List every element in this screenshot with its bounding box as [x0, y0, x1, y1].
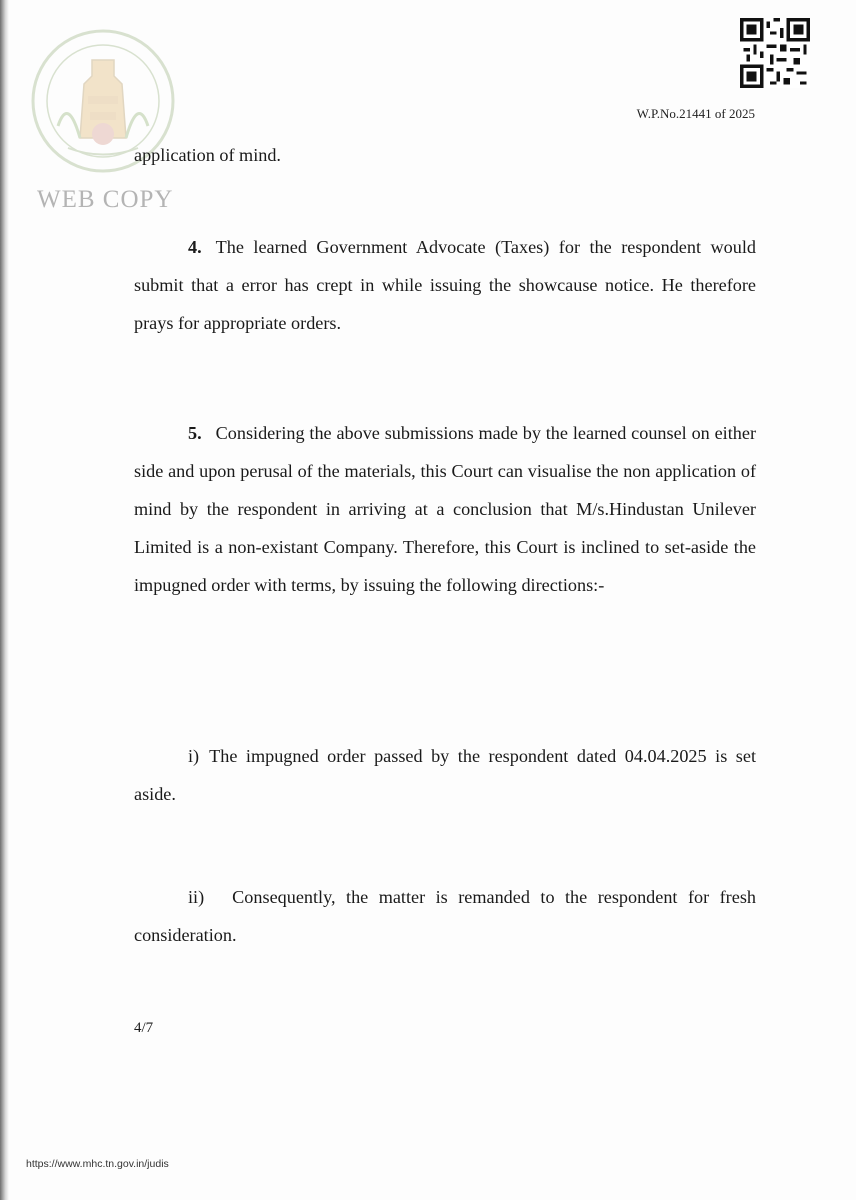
qr-code-icon [740, 18, 810, 88]
direction-ii [134, 878, 756, 954]
paragraph-number: 5. [188, 423, 202, 443]
direction-text: The impugned order passed by the respondent dated 04.04.2025 is set aside. [134, 746, 756, 804]
case-number: W.P.No.21441 of 2025 [636, 106, 755, 121]
direction-number: i) [188, 746, 200, 766]
paragraph-4 [134, 228, 756, 342]
paragraph-5 [134, 414, 756, 604]
footer-url: https://www.mhc.tn.gov.in/judis [26, 1158, 169, 1170]
direction-number: ii) [188, 887, 205, 907]
direction-i [134, 737, 756, 813]
page-count: 4/7 [134, 1020, 154, 1036]
web-copy-watermark: WEB COPY [37, 186, 174, 213]
paragraph-text: Considering the above submissions made by the learned counsel on either side and upon perusal of the materials, this Court can visualise the non application of mind by the respondent in arriving at a conclusion that M/s.Hindustan Unilever Limited is a non-existant Company. Therefore, this Court is inclined to set-aside the impugned order with terms, by issuing the following directions:- [134, 423, 756, 595]
paragraph-number: 4. [188, 237, 202, 257]
continuation-text: application of mind. [134, 145, 281, 165]
scan-edge-shadow [0, 0, 9, 1200]
direction-text: Consequently, the matter is remanded to the respondent for fresh consideration. [134, 887, 756, 945]
paragraph-text: The learned Government Advocate (Taxes) for the respondent would submit that a error has crept in while issuing the showcause notice. He therefore prays for appropriate orders. [134, 237, 756, 333]
